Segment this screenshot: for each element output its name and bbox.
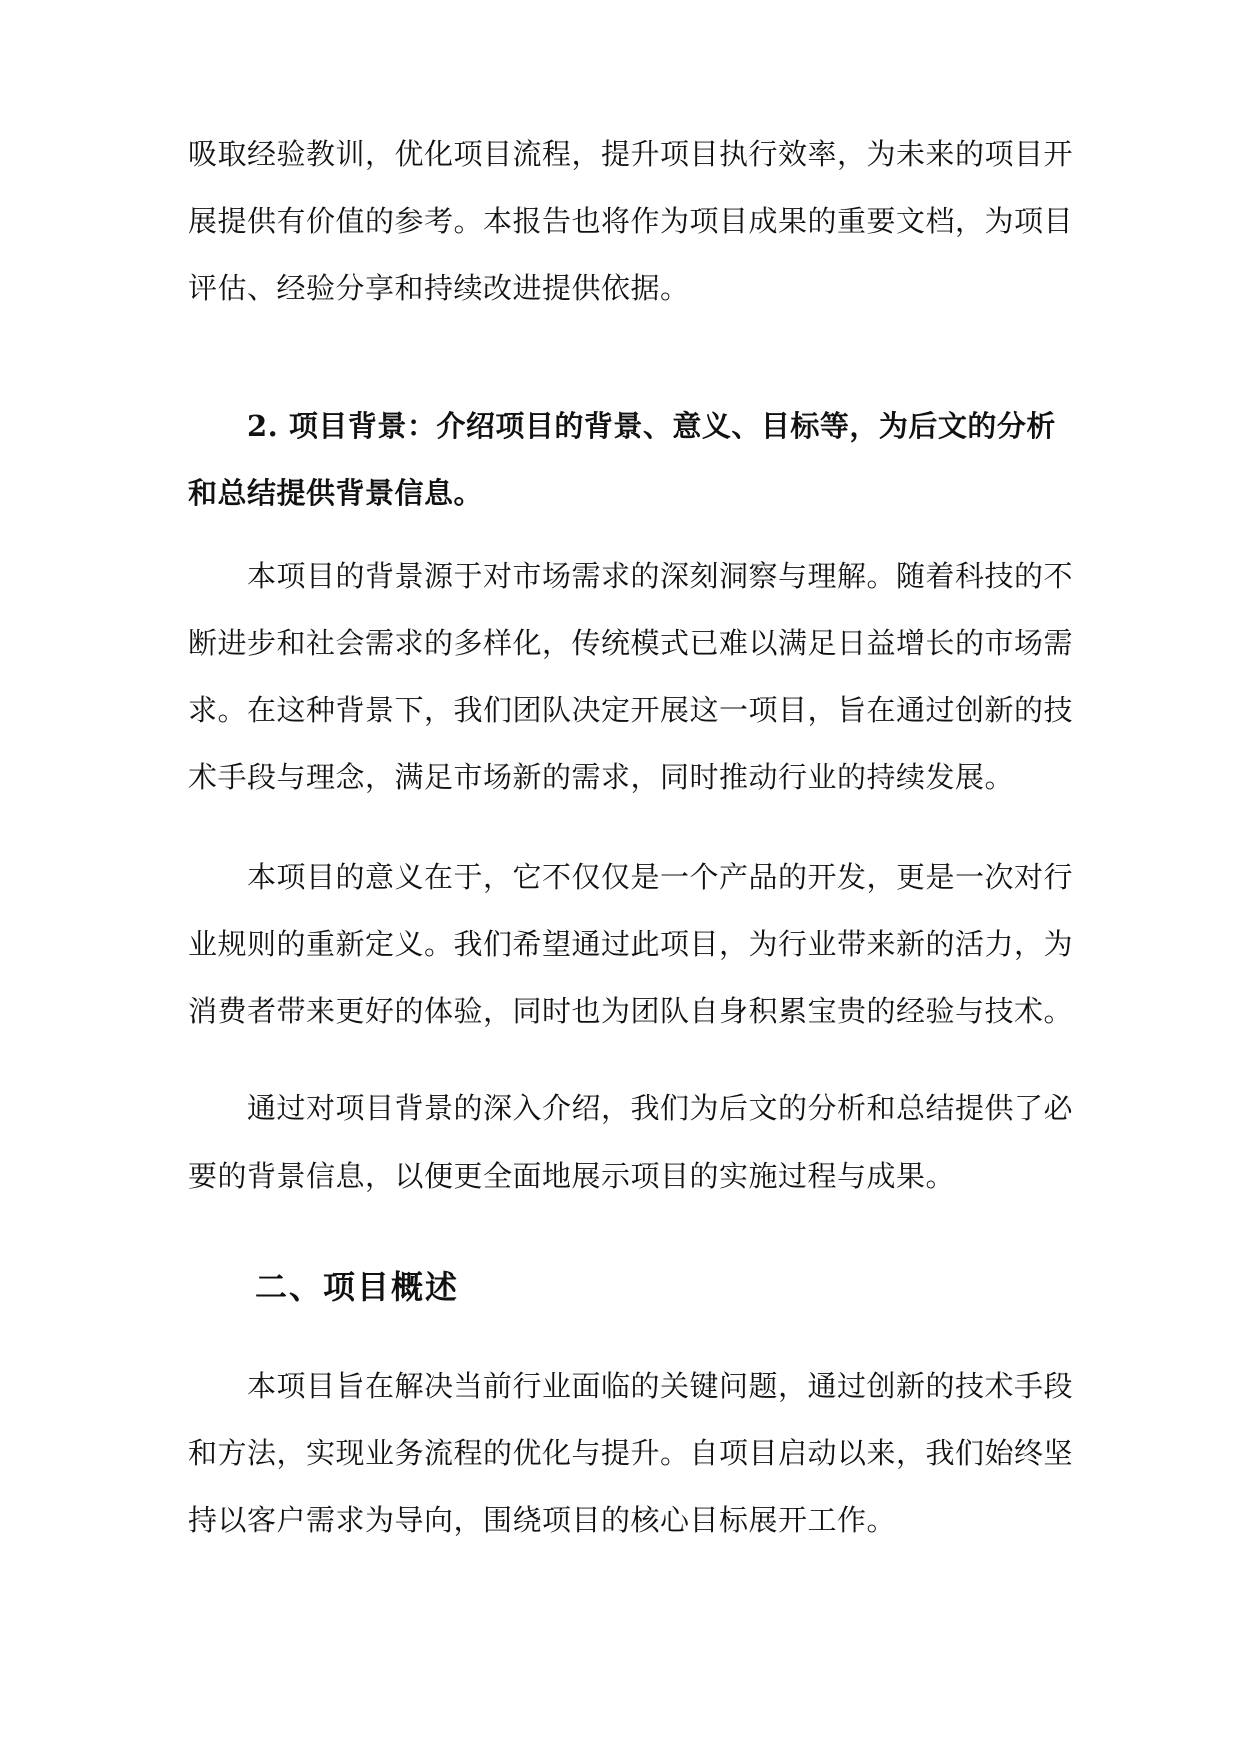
overview-p1-line-2: 和方法，实现业务流程的优化与提升。自项目启动以来，我们始终坚 xyxy=(188,1436,1074,1470)
background-p2-line-3: 消费者带来更好的体验，同时也为团队自身积累宝贵的经验与技术。 xyxy=(188,994,1074,1028)
chapter-2-heading: 二、项目概述 xyxy=(255,1268,460,1306)
section-2-title-line-2: 和总结提供背景信息。 xyxy=(188,476,484,510)
background-p3-line-1: 通过对项目背景的深入介绍，我们为后文的分析和总结提供了必 xyxy=(247,1091,1074,1125)
section-2-title-line-1: 2. 项目背景：介绍项目的背景、意义、目标等，为后文的分析 xyxy=(247,409,1056,443)
background-p1-line-2: 断进步和社会需求的多样化，传统模式已难以满足日益增长的市场需 xyxy=(188,626,1074,660)
background-p2-line-2: 业规则的重新定义。我们希望通过此项目，为行业带来新的活力，为 xyxy=(188,927,1074,961)
overview-p1-line-3: 持以客户需求为导向，围绕项目的核心目标展开工作。 xyxy=(188,1503,897,1537)
background-p2-line-1: 本项目的意义在于，它不仅仅是一个产品的开发，更是一次对行 xyxy=(247,860,1074,894)
background-p1-line-1: 本项目的背景源于对市场需求的深刻洞察与理解。随着科技的不 xyxy=(247,559,1074,593)
intro-line-1: 吸取经验教训，优化项目流程，提升项目执行效率，为未来的项目开 xyxy=(188,137,1074,171)
background-p1-line-4: 术手段与理念，满足市场新的需求，同时推动行业的持续发展。 xyxy=(188,760,1015,794)
intro-line-2: 展提供有价值的参考。本报告也将作为项目成果的重要文档，为项目 xyxy=(188,204,1074,238)
overview-p1-line-1: 本项目旨在解决当前行业面临的关键问题，通过创新的技术手段 xyxy=(247,1369,1074,1403)
intro-line-3: 评估、经验分享和持续改进提供依据。 xyxy=(188,271,690,305)
background-p1-line-3: 求。在这种背景下，我们团队决定开展这一项目，旨在通过创新的技 xyxy=(188,693,1074,727)
background-p3-line-2: 要的背景信息，以便更全面地展示项目的实施过程与成果。 xyxy=(188,1159,956,1193)
